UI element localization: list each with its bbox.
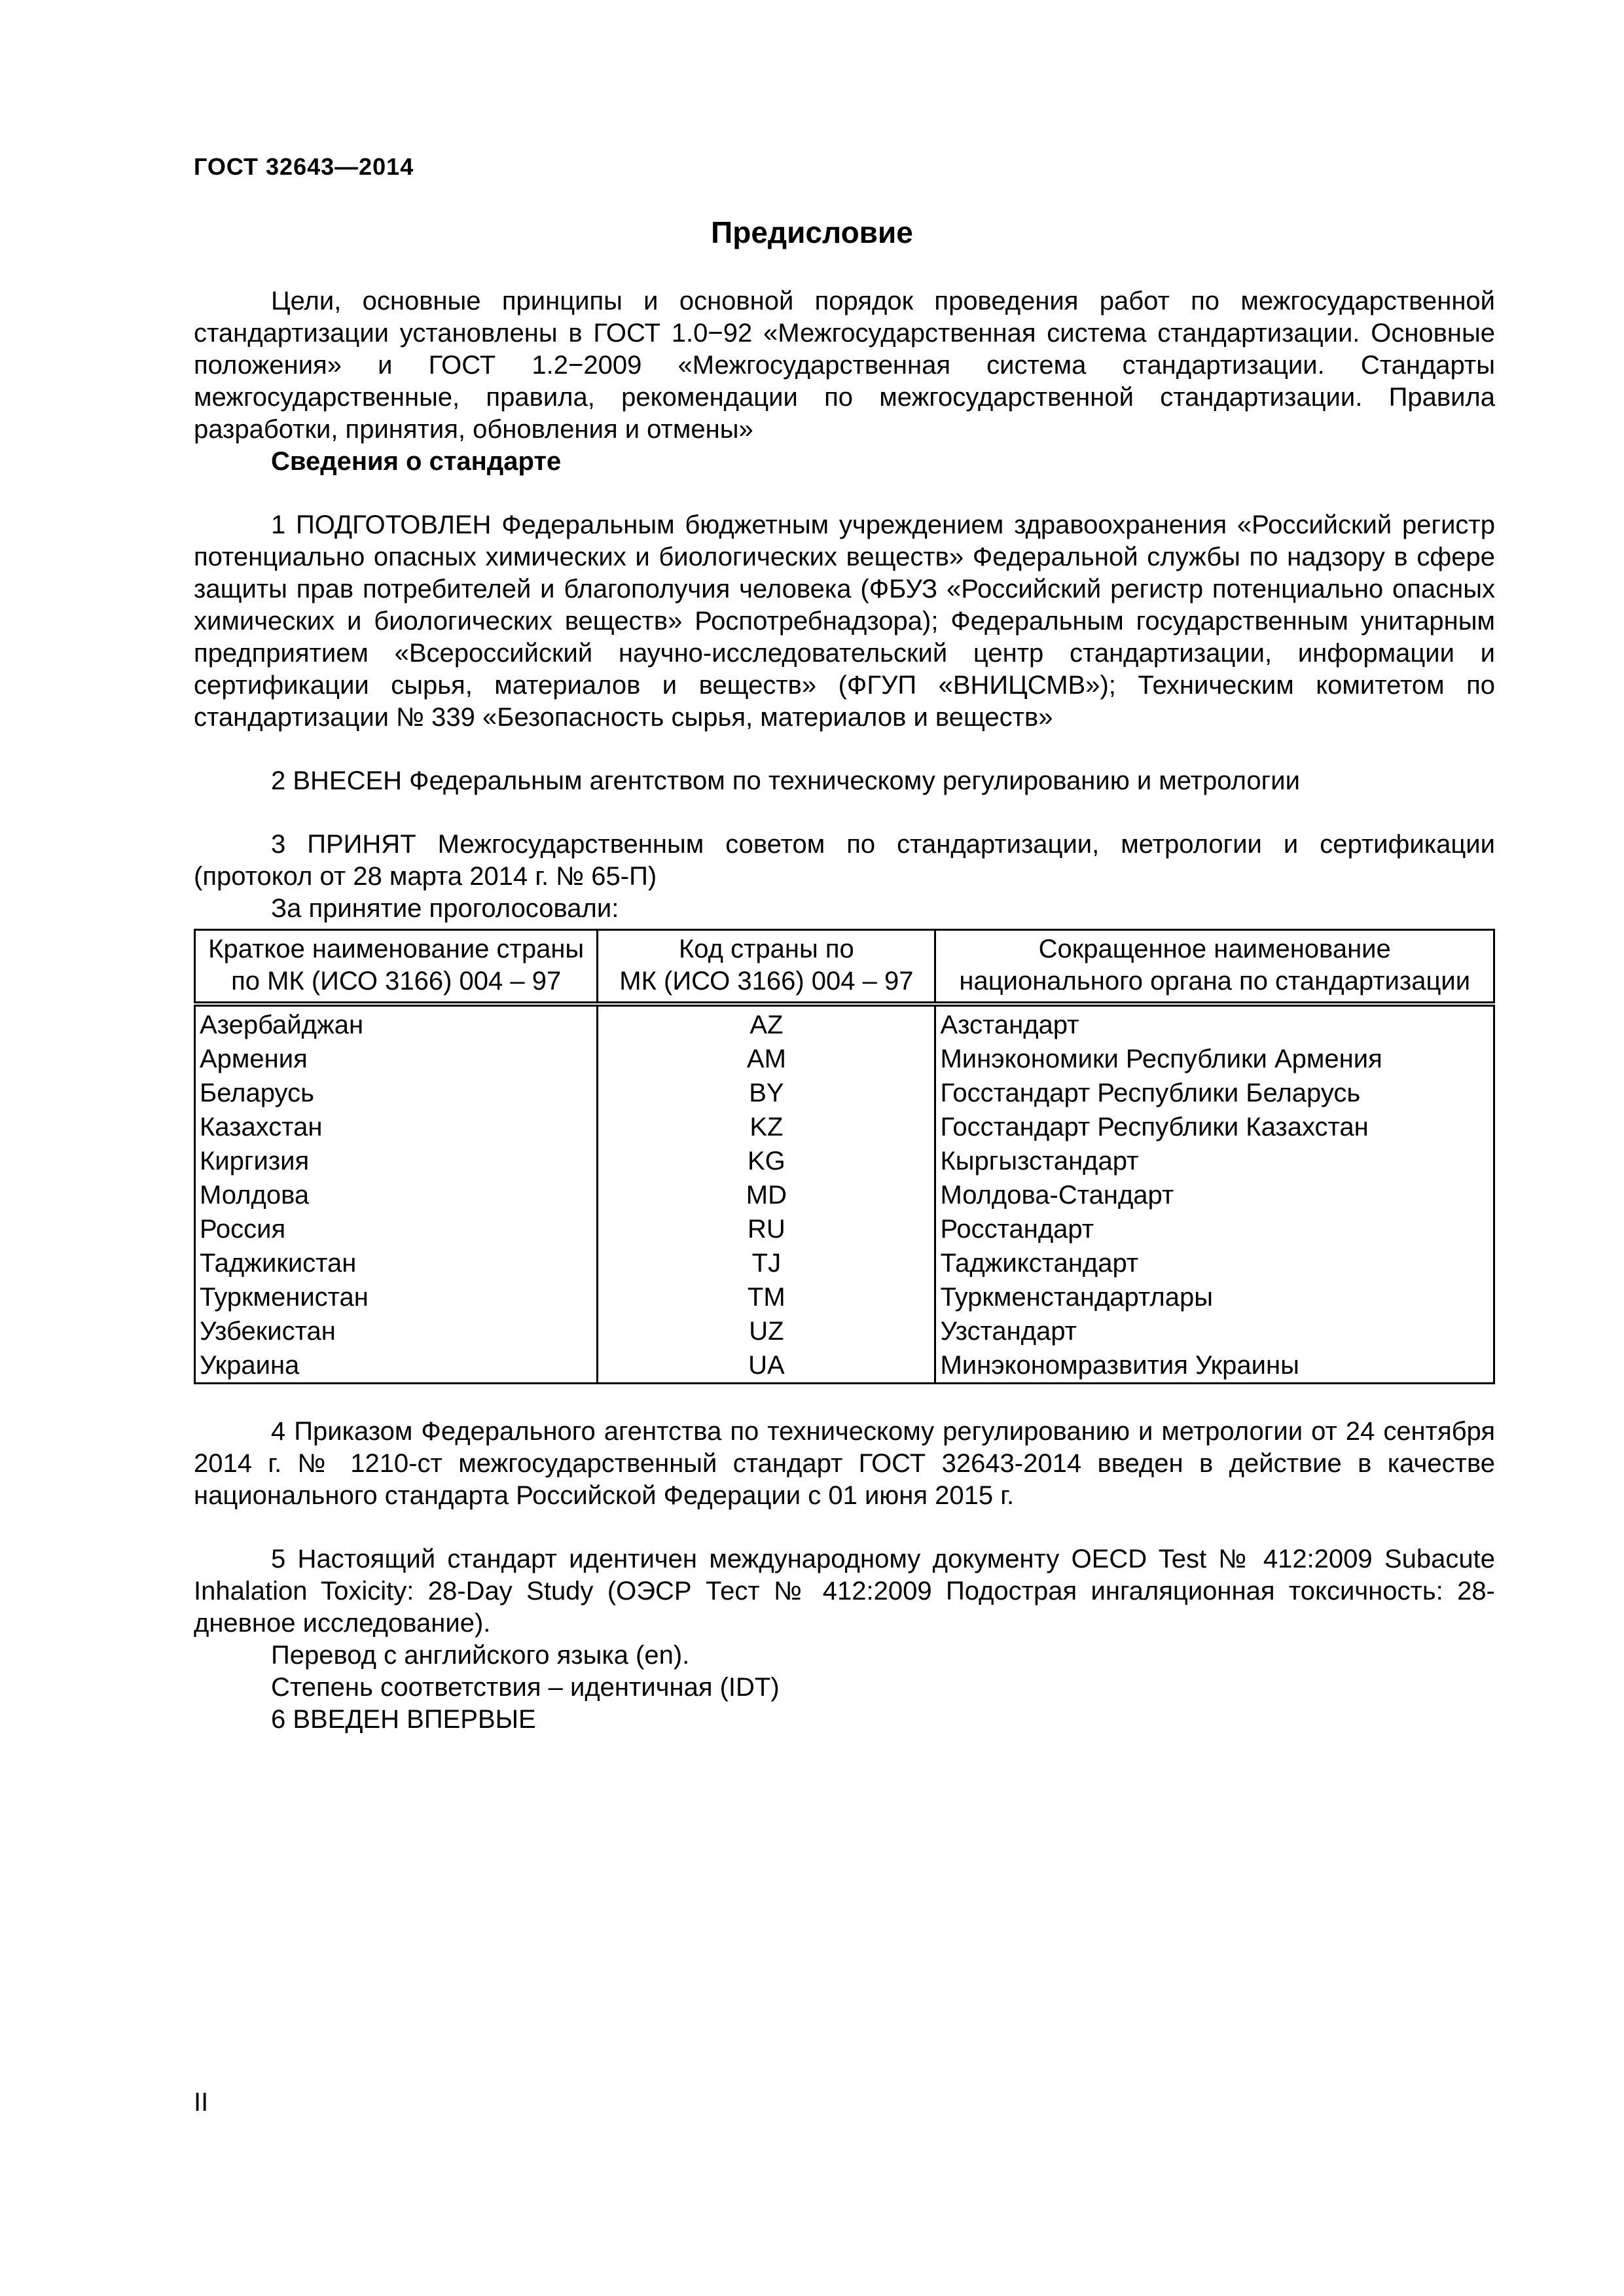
voting-table-body bbox=[195, 1004, 1494, 1384]
country-cell: Россия bbox=[195, 1212, 598, 1246]
table-row bbox=[195, 1314, 1494, 1348]
body-cell: Туркменстандартлары bbox=[935, 1280, 1494, 1314]
table-row bbox=[195, 1076, 1494, 1110]
header-code-line2: МК (ИСО 3166) 004 – 97 bbox=[619, 967, 914, 996]
table-row bbox=[195, 1004, 1494, 1042]
country-cell: Беларусь bbox=[195, 1076, 598, 1110]
code-cell: TM bbox=[598, 1280, 935, 1314]
item-1-paragraph: 1 ПОДГОТОВЛЕН Федеральным бюджетным учреждением здравоохранения «Российский регистр потенциально опасных химических и биологических веществ» Федеральной службы по надзору в сфере защиты прав потребителей и благополучия человека (ФБУЗ «Российский регистр потенциально опасных химических и биологических веществ» Роспотребнадзора); Федеральным государственным унитарным предприятием «Всероссийский научно-исследовательский центр стандартизации, информации и сертификации сырья, материалов и веществ» (ФГУП «ВНИЦСМВ»); Техническим комитетом по стандартизации № 339 «Безопасность сырья, материалов и веществ» bbox=[194, 511, 1495, 732]
body-cell: Азстандарт bbox=[935, 1004, 1494, 1042]
country-cell: Украина bbox=[195, 1348, 598, 1384]
header-body-line1: Сокращенное наименование bbox=[1038, 935, 1391, 963]
code-cell: MD bbox=[598, 1178, 935, 1212]
code-cell: BY bbox=[598, 1076, 935, 1110]
header-country-line2: по МК (ИСО 3166) 004 – 97 bbox=[231, 967, 562, 996]
item-2-paragraph: 2 ВНЕСЕН Федеральным агентством по техническому регулированию и метрологии bbox=[271, 766, 1300, 795]
page-number: II bbox=[194, 2088, 209, 2117]
body-cell: Госстандарт Республики Беларусь bbox=[935, 1076, 1494, 1110]
item-6-paragraph: 6 ВВЕДЕН ВПЕРВЫЕ bbox=[271, 1705, 536, 1734]
voting-table-header bbox=[195, 930, 1494, 1005]
country-cell: Таджикистан bbox=[195, 1246, 598, 1280]
table-row bbox=[195, 1178, 1494, 1212]
header-code bbox=[598, 930, 935, 1005]
country-cell: Армения bbox=[195, 1042, 598, 1076]
intro-paragraph: Цели, основные принципы и основной порядок проведения работ по межгосударственной стандартизации установлены в ГОСТ 1.0−92 «Межгосударственная система стандартизации. Основные положения» и ГОСТ 1.2−2009 «Межгосударственная система стандартизации. Стандарты межгосударственные, правила, рекомендации по межгосударственной стандартизации. Правила разработки, принятия, обновления и отмены» bbox=[194, 287, 1495, 444]
country-cell: Узбекистан bbox=[195, 1314, 598, 1348]
item-5-language: Перевод с английского языка (en). bbox=[271, 1641, 690, 1670]
body-cell: Минэкономики Республики Армения bbox=[935, 1042, 1494, 1076]
document-body bbox=[194, 285, 1495, 1736]
code-cell: UZ bbox=[598, 1314, 935, 1348]
code-cell: KZ bbox=[598, 1110, 935, 1144]
header-body bbox=[935, 930, 1494, 1005]
header-country bbox=[195, 930, 598, 1005]
code-cell: RU bbox=[598, 1212, 935, 1246]
vote-caption: За принятие проголосовали: bbox=[271, 894, 619, 923]
table-row bbox=[195, 1212, 1494, 1246]
header-code-line1: Код страны по bbox=[678, 935, 854, 963]
header-body-line2: национального органа по стандартизации bbox=[959, 967, 1471, 996]
item-5-paragraph: 5 Настоящий стандарт идентичен международному документу OECD Test № 412:2009 Subacute Inhalation Toxicity: 28-Day Study (ОЭСР Тест № 412:2009 Подострая ингаляционная токсичность: 28-дневное исследование). bbox=[194, 1545, 1495, 1638]
country-cell: Туркменистан bbox=[195, 1280, 598, 1314]
code-cell: UA bbox=[598, 1348, 935, 1384]
code-cell: TJ bbox=[598, 1246, 935, 1280]
body-cell: Кыргызстандарт bbox=[935, 1144, 1494, 1178]
item-3-paragraph: 3 ПРИНЯТ Межгосударственным советом по стандартизации, метрологии и сертификации (протокол от 28 марта 2014 г. № 65-П) bbox=[194, 830, 1495, 891]
body-cell: Минэкономразвития Украины bbox=[935, 1348, 1494, 1384]
country-cell: Азербайджан bbox=[195, 1004, 598, 1042]
country-cell: Молдова bbox=[195, 1178, 598, 1212]
table-row bbox=[195, 1246, 1494, 1280]
body-cell: Молдова-Стандарт bbox=[935, 1178, 1494, 1212]
code-cell: AM bbox=[598, 1042, 935, 1076]
code-cell: KG bbox=[598, 1144, 935, 1178]
page-title: Предисловие bbox=[711, 215, 913, 249]
header-country-line1: Краткое наименование страны bbox=[208, 935, 585, 963]
body-cell: Узстандарт bbox=[935, 1314, 1494, 1348]
table-row bbox=[195, 1280, 1494, 1314]
code-cell: AZ bbox=[598, 1004, 935, 1042]
country-cell: Киргизия bbox=[195, 1144, 598, 1178]
body-cell: Росстандарт bbox=[935, 1212, 1494, 1246]
country-cell: Казахстан bbox=[195, 1110, 598, 1144]
table-row bbox=[195, 1144, 1494, 1178]
item-5-degree: Степень соответствия – идентичная (IDT) bbox=[271, 1673, 780, 1702]
table-row bbox=[195, 1348, 1494, 1384]
standard-number: ГОСТ 32643—2014 bbox=[194, 153, 414, 180]
voting-table bbox=[194, 929, 1495, 1384]
table-row bbox=[195, 1110, 1494, 1144]
item-4-paragraph: 4 Приказом Федерального агентства по техническому регулированию и метрологии от 24 сентября 2014 г. № 1210-ст межгосударственный стандарт ГОСТ 32643-2014 введен в действие в качестве национального стандарта Российской Федерации с 01 июня 2015 г. bbox=[194, 1417, 1495, 1510]
body-cell: Таджикстандарт bbox=[935, 1246, 1494, 1280]
table-row bbox=[195, 1042, 1494, 1076]
body-cell: Госстандарт Республики Казахстан bbox=[935, 1110, 1494, 1144]
section-heading: Сведения о стандарте bbox=[271, 447, 562, 476]
